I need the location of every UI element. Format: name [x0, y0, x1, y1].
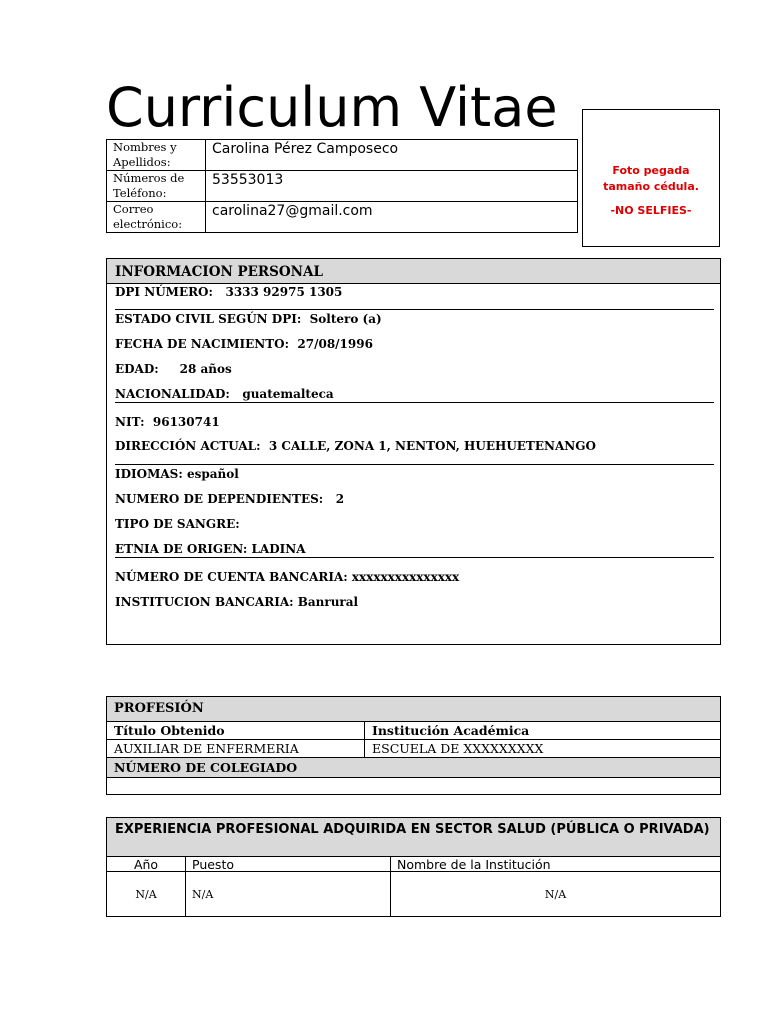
contact-table — [106, 139, 578, 233]
position-value: N/A — [186, 872, 391, 917]
phone-label: Números de Teléfono: — [107, 171, 206, 202]
colegiado-value — [107, 778, 721, 795]
phone-value: 53553013 — [206, 171, 578, 202]
personal-row-civil-status: ESTADO CIVIL SEGÚN DPI: Soltero (a) — [115, 312, 382, 326]
year-value: N/A — [107, 872, 186, 917]
personal-row-bank: INSTITUCION BANCARIA: Banrural — [115, 595, 359, 609]
document-title: Curriculum Vitae — [106, 76, 558, 139]
position-column-header: Puesto — [186, 857, 391, 872]
divider — [115, 309, 714, 310]
personal-row-dependents: NUMERO DE DEPENDIENTES: 2 — [115, 492, 345, 506]
experience-heading: EXPERIENCIA PROFESIONAL ADQUIRIDA EN SECTOR SALUD (PÚBLICA O PRIVADA) — [107, 818, 721, 857]
name-label: Nombres y Apellidos: — [107, 140, 206, 171]
personal-row-blood-type: TIPO DE SANGRE: — [115, 517, 240, 531]
personal-row-bank-account: NÚMERO DE CUENTA BANCARIA: xxxxxxxxxxxxxxx — [115, 570, 460, 584]
divider — [115, 557, 714, 558]
institution-column-header: Institución Académica — [365, 722, 721, 740]
colegiado-label: NÚMERO DE COLEGIADO — [107, 758, 721, 778]
degree-column-header: Título Obtenido — [107, 722, 365, 740]
profession-table — [106, 696, 721, 795]
personal-row-nit: NIT: 96130741 — [115, 415, 220, 429]
email-label: Correo electrónico: — [107, 202, 206, 233]
institution-name-column-header: Nombre de la Institución — [391, 857, 721, 872]
institution-name-value: N/A — [391, 872, 721, 917]
photo-instruction: Foto pegada tamaño cédula. — [603, 164, 699, 193]
experience-table — [106, 817, 721, 917]
email-value: carolina27@gmail.com — [206, 202, 578, 233]
institution-value: ESCUELA DE XXXXXXXXX — [365, 740, 721, 758]
photo-note: -NO SELFIES- — [610, 204, 692, 217]
contact-row-name — [107, 140, 578, 171]
divider — [115, 464, 714, 465]
personal-row-dpi: DPI NÚMERO: 3333 92975 1305 — [115, 285, 343, 299]
personal-info-heading: INFORMACION PERSONAL — [107, 259, 720, 284]
personal-row-nationality: NACIONALIDAD: guatemalteca — [115, 387, 334, 401]
divider — [115, 402, 714, 403]
profession-heading: PROFESIÓN — [107, 697, 721, 722]
name-value: Carolina Pérez Camposeco — [206, 140, 578, 171]
personal-row-languages: IDIOMAS: español — [115, 467, 239, 481]
personal-row-birth-date: FECHA DE NACIMIENTO: 27/08/1996 — [115, 337, 373, 351]
personal-row-age: EDAD: 28 años — [115, 362, 232, 376]
contact-row-phone — [107, 171, 578, 202]
degree-value: AUXILIAR DE ENFERMERIA — [107, 740, 365, 758]
photo-placeholder — [582, 109, 720, 247]
year-column-header: Año — [107, 857, 186, 872]
personal-info-section — [106, 258, 721, 645]
contact-row-email — [107, 202, 578, 233]
personal-row-ethnicity: ETNIA DE ORIGEN: LADINA — [115, 542, 306, 556]
personal-row-address: DIRECCIÓN ACTUAL: 3 CALLE, ZONA 1, NENTON, HUEHUETENANGO — [115, 439, 596, 453]
